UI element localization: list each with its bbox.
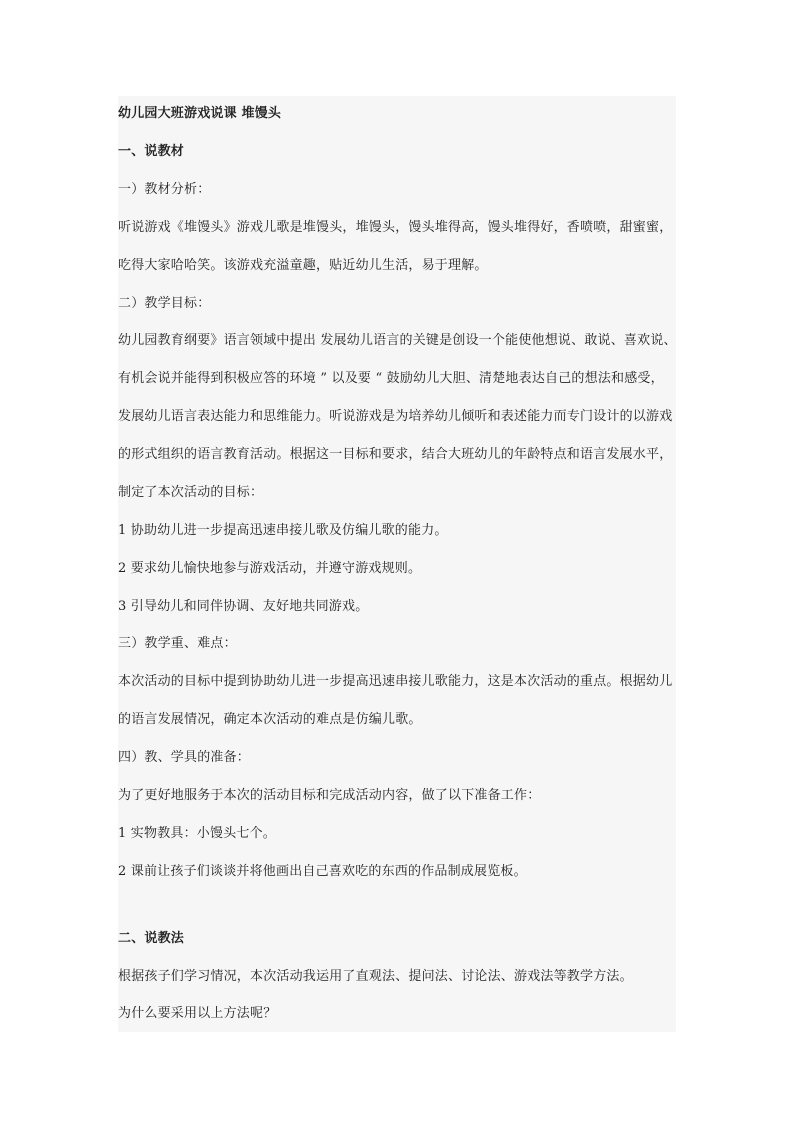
paragraph-line: 吃得大家哈哈笑。该游戏充溢童趣，贴近幼儿生活，易于理解。 xyxy=(118,258,488,273)
prep-item: 1 实物教具：小馒头七个。 xyxy=(118,826,277,841)
subsection-4-heading: 四）教、学具的准备： xyxy=(118,750,251,765)
paragraph-line: 的语言发展情况，确定本次活动的难点是仿编儿歌。 xyxy=(118,712,422,727)
paragraph-line: 制定了本次活动的目标： xyxy=(118,485,264,500)
document-title: 幼儿园大班游戏说课 堆馒头 xyxy=(118,106,282,121)
goal-item: 1 协助幼儿进一步提高迅速串接儿歌及仿编儿歌的能力。 xyxy=(118,523,448,538)
paragraph-line: 为了更好地服务于本次的活动目标和完成活动内容，做了以下准备工作： xyxy=(118,788,541,803)
section-1-heading: 一、说教材 xyxy=(118,144,185,159)
paragraph-line: 的形式组织的语言教育活动。根据这一目标和要求，结合大班幼儿的年龄特点和语言发展水平， xyxy=(118,447,673,462)
subsection-3-heading: 三）教学重、难点： xyxy=(118,636,237,651)
prep-item: 2 课前让孩子们谈谈并将他画出自己喜欢吃的东西的作品制成展览板。 xyxy=(118,864,527,879)
paragraph-line: 本次活动的目标中提到协助幼儿进一步提高迅速串接儿歌能力，这是本次活动的重点。根据幼儿 xyxy=(118,674,673,689)
paragraph-line: 根据孩子们学习情况，本次活动我运用了直观法、提问法、讨论法、游戏法等教学方法。 xyxy=(118,969,633,984)
section-2-heading: 二、说教法 xyxy=(118,931,185,946)
paragraph-line: 幼儿园教育纲要》语言领域中提出 发展幼儿语言的关键是创设一个能使他想说、敢说、喜欢说、 xyxy=(118,333,677,348)
paragraph-line: 发展幼儿语言表达能力和思维能力。听说游戏是为培养幼儿倾听和表述能力而专门设计的以游戏 xyxy=(118,409,673,424)
subsection-1-heading: 一）教材分析： xyxy=(118,182,211,197)
goal-item: 3 引导幼儿和同伴协调、友好地共同游戏。 xyxy=(118,599,369,614)
goal-item: 2 要求幼儿愉快地参与游戏活动，并遵守游戏规则。 xyxy=(118,561,422,576)
subsection-2-heading: 二）教学目标： xyxy=(118,296,211,311)
paragraph-line: 有机会说并能得到积极应答的环境 ” 以及要 “ 鼓励幼儿大胆、清楚地表达自己的想法和感受， xyxy=(118,371,664,386)
paragraph-line: 为什么要采用以上方法呢？ xyxy=(118,1006,277,1021)
paragraph-line: 听说游戏《堆馒头》游戏儿歌是堆馒头，堆馒头，馒头堆得高，馒头堆得好，香喷喷，甜蜜蜜， xyxy=(118,220,673,235)
